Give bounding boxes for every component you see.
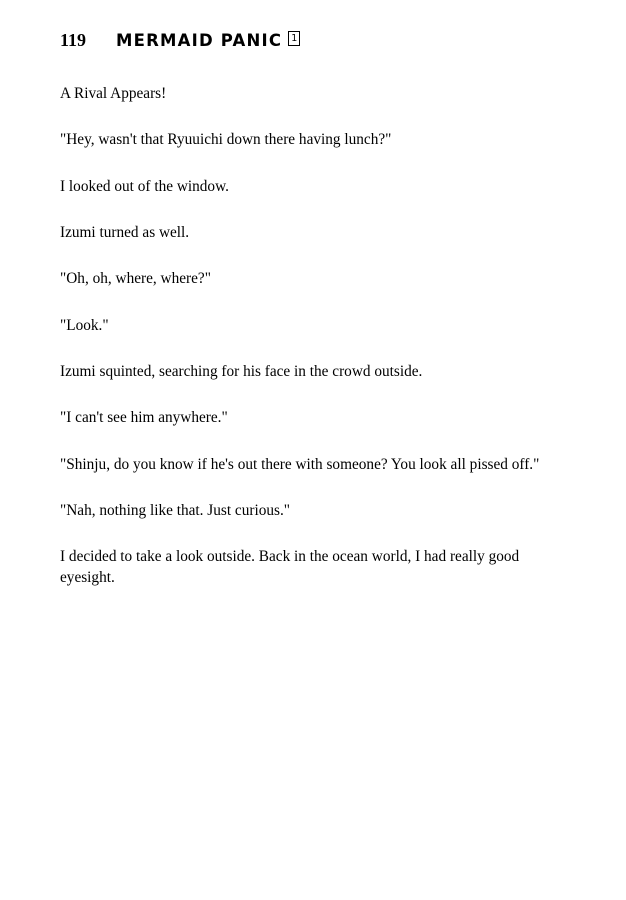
paragraph: I decided to take a look outside. Back in the ocean world, I had really good eyesight. xyxy=(60,548,520,586)
book-title xyxy=(116,31,300,50)
paragraph: "Look." xyxy=(60,316,109,334)
page-number: 119 xyxy=(60,30,87,50)
paragraph: "Nah, nothing like that. Just curious." xyxy=(60,502,291,520)
paragraph: Izumi turned as well. xyxy=(60,224,190,242)
page-body xyxy=(0,64,626,588)
paragraph: Izumi squinted, searching for his face in the crowd outside. xyxy=(60,363,423,381)
volume-marker: 1 xyxy=(288,31,300,46)
paragraph: "Hey, wasn't that Ryuuichi down there having lunch?" xyxy=(60,131,392,149)
book-title-text: MERMAID PANIC xyxy=(116,31,283,50)
paragraph: "Oh, oh, where, where?" xyxy=(60,270,211,288)
paragraph: I looked out of the window. xyxy=(60,177,229,195)
paragraph: "I can't see him anywhere." xyxy=(60,409,228,427)
paragraph: "Shinju, do you know if he's out there with someone? You look all pissed off." xyxy=(60,455,540,473)
page-header xyxy=(0,0,626,64)
paragraph: A Rival Appears! xyxy=(60,85,167,102)
